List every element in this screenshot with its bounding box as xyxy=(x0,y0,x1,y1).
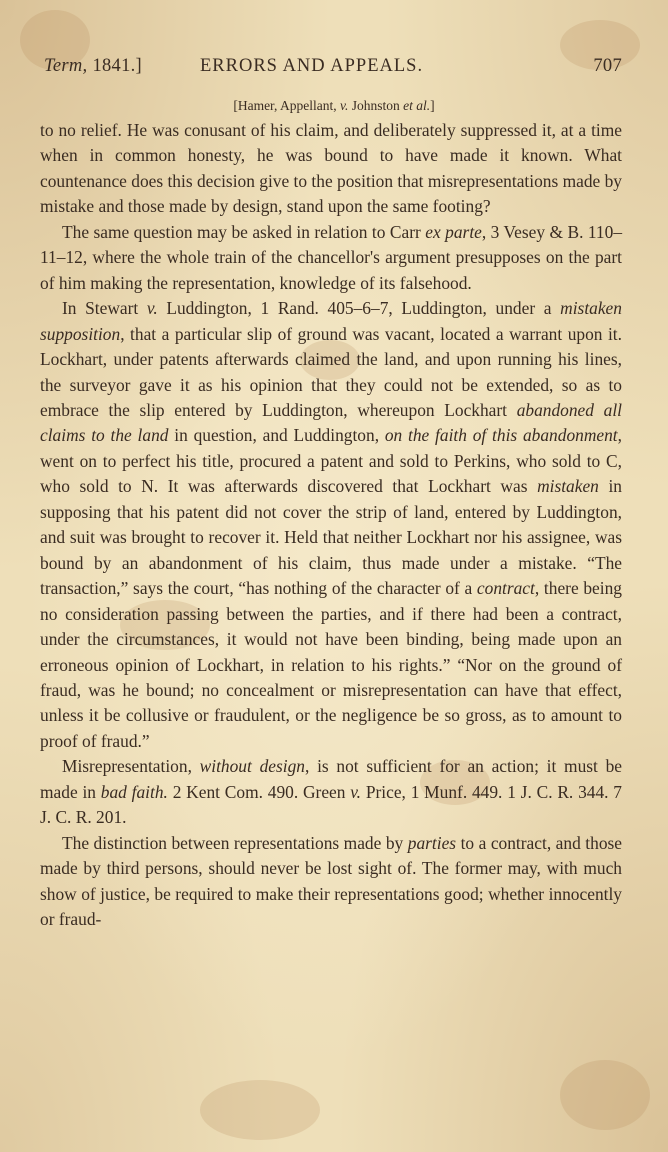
text-run: to no relief. He was conusant of his claim, and deliberately suppressed it, at a time when in common honesty, he was bound to have made it known. What countenance does this decision give to the position that misrepresentations made by mistake and those made by design, stand upon the same footing? xyxy=(40,120,622,217)
italic-text: on the faith of this abandonment xyxy=(384,425,618,446)
paragraph xyxy=(40,296,622,754)
term-label: Term, 1841.] xyxy=(44,56,143,76)
text-run: Price, 1 Munf. 449. 1 J. C. R. 344. 7 J. C. R. 201. xyxy=(40,781,622,828)
text-run: 2 Kent Com. 490. Green xyxy=(167,781,351,802)
italic-text: parties xyxy=(407,832,457,853)
text-run: Misrepresentation, xyxy=(62,756,200,777)
text-run: The same question may be asked in relation to Carr xyxy=(62,221,426,242)
paragraph xyxy=(40,220,622,296)
text-run: in supposing that his patent did not cover the strip of land, entered by Luddington, and suit was brought to recover it. Held that neither Lockhart nor his assignee, was bound by an abandonment of his claim, thus made under a mistake. “The transaction,” says the court, “has nothing of the character of a xyxy=(40,476,622,599)
text-run: , is not sufficient for an action; it must be made in xyxy=(40,756,623,802)
text-run: , there being no consideration passing between the parties, and if there had been a contract, under the circumstances, it would not have been binding, being made upon an erroneous opinion of Lockhart, in relation to his rights.” “Nor on the ground of fraud, was he bound; no concealment or misrepresentation can have that effect, unless it be collusive or fraudulent, or the negligence be so gross, as to amount to proof of fraud.” xyxy=(40,578,622,751)
body-text xyxy=(40,118,622,933)
italic-text: ex parte xyxy=(425,221,482,242)
foxing-stain xyxy=(560,1060,650,1130)
italic-text: bad faith. xyxy=(100,781,168,802)
italic-text: abandoned all claims to the land xyxy=(40,399,622,446)
italic-text: without design xyxy=(199,756,305,777)
running-title: ERRORS AND APPEALS. xyxy=(200,56,424,76)
text-run: In Stewart xyxy=(62,298,147,319)
text-run: , 3 Vesey & B. 110–11–12, where the whole train of the chancellor's argument presupposes on the part of him making the representation, knowledge of its falsehood. xyxy=(40,221,623,293)
italic-text: mistaken xyxy=(537,476,599,497)
foxing-stain xyxy=(200,1080,320,1140)
paragraph xyxy=(40,754,622,830)
text-run: , went on to perfect his title, procured a patent and sold to Perkins, who sold to C, who sold to N. It was afterwards discovered that Lockhart was xyxy=(40,425,623,497)
page-number: 707 xyxy=(593,56,622,76)
case-reference: [Hamer, Appellant, v. Johnston et al.] xyxy=(233,98,435,113)
italic-text: contract xyxy=(476,578,535,599)
paragraph xyxy=(40,118,622,220)
text-run: The distinction between representations made by xyxy=(62,832,408,853)
italic-text: mistaken supposition xyxy=(40,298,622,344)
text-run: in question, and Luddington, xyxy=(168,425,385,446)
text-run: to a contract, and those made by third persons, should never be lost sight of. The former may, with much show of justice, be required to make their representations good; whether innocently or fraud- xyxy=(40,832,622,930)
paragraph xyxy=(40,831,622,933)
text-run: , that a particular slip of ground was vacant, located a warrant upon it. Lockhart, under patents afterwards claimed the land, and upon running his lines, the surveyor gave it as his opinion that they could not be extended, so as to embrace the slip entered by Luddington, whereupon Lockhart xyxy=(40,323,622,420)
italic-text: v. xyxy=(350,781,362,802)
text-run: Luddington, 1 Rand. 405–6–7, Luddington, under a xyxy=(157,298,561,319)
running-head xyxy=(44,56,622,84)
italic-text: v. xyxy=(146,298,158,319)
